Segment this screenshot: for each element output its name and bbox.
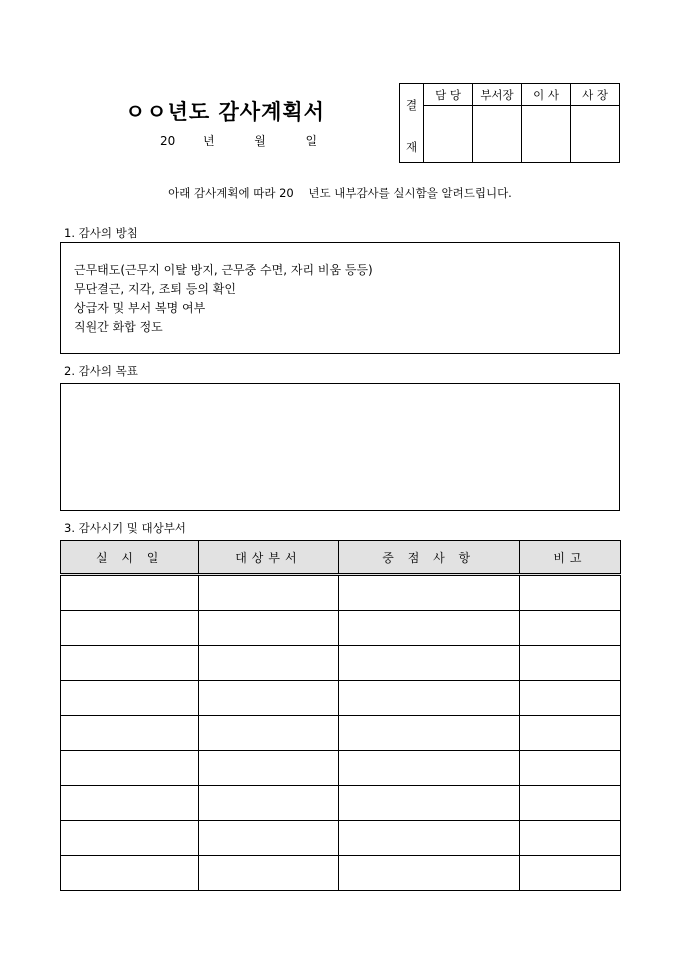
table-row	[61, 646, 621, 681]
table-cell[interactable]	[338, 786, 519, 821]
audit-schedule-table	[60, 540, 621, 891]
table-cell[interactable]	[199, 821, 338, 856]
table-cell[interactable]	[338, 821, 519, 856]
table-cell[interactable]	[199, 681, 338, 716]
column-header-date: 실 시 일	[61, 541, 199, 575]
approval-header-president: 사 장	[571, 84, 620, 106]
table-row	[61, 786, 621, 821]
approval-sign-dept-head[interactable]	[473, 106, 522, 163]
table-cell[interactable]	[61, 856, 199, 891]
approval-header-staff: 담 당	[424, 84, 473, 106]
table-cell[interactable]	[61, 681, 199, 716]
date-year-label: 년	[202, 134, 215, 148]
approval-header-director: 이 사	[522, 84, 571, 106]
section1-line: 근무태도(근무지 이탈 방지, 근무중 수면, 자리 비움 등등)	[74, 263, 373, 277]
table-cell[interactable]	[519, 786, 620, 821]
table-row	[61, 751, 621, 786]
approval-sign-staff[interactable]	[424, 106, 473, 163]
table-cell[interactable]	[61, 751, 199, 786]
table-row	[61, 575, 621, 611]
table-cell[interactable]	[199, 646, 338, 681]
section2-box[interactable]	[60, 383, 620, 511]
section1-heading: 1. 감사의 방침	[64, 226, 138, 240]
approval-side-label-bottom: 재	[405, 140, 418, 154]
approval-side-label-top: 결	[405, 98, 418, 112]
date-month-label: 월	[254, 134, 266, 148]
approval-table	[399, 83, 620, 163]
table-cell[interactable]	[61, 821, 199, 856]
table-cell[interactable]	[199, 611, 338, 646]
section3-heading: 3. 감사시기 및 대상부서	[64, 521, 186, 535]
column-header-focus: 중 점 사 항	[338, 541, 519, 575]
table-cell[interactable]	[61, 575, 199, 611]
table-row	[61, 611, 621, 646]
table-cell[interactable]	[199, 856, 338, 891]
table-cell[interactable]	[519, 751, 620, 786]
column-header-department: 대상부서	[199, 541, 338, 575]
column-header-note: 비고	[519, 541, 620, 575]
table-cell[interactable]	[338, 751, 519, 786]
table-cell[interactable]	[61, 646, 199, 681]
table-cell[interactable]	[519, 611, 620, 646]
approval-header-dept-head: 부서장	[473, 84, 522, 106]
table-cell[interactable]	[519, 646, 620, 681]
table-cell[interactable]	[519, 575, 620, 611]
table-row	[61, 681, 621, 716]
table-cell[interactable]	[519, 716, 620, 751]
table-cell[interactable]	[61, 716, 199, 751]
approval-sign-president[interactable]	[571, 106, 620, 163]
section1-line: 상급자 및 부서 복명 여부	[74, 301, 206, 315]
table-cell[interactable]	[519, 821, 620, 856]
table-row	[61, 856, 621, 891]
table-cell[interactable]	[519, 856, 620, 891]
document-date	[160, 132, 317, 149]
section1-line: 무단결근, 지각, 조퇴 등의 확인	[74, 282, 236, 296]
table-cell[interactable]	[199, 575, 338, 611]
table-cell[interactable]	[61, 786, 199, 821]
table-cell[interactable]	[61, 611, 199, 646]
document-title: ㅇㅇ년도 감사계획서	[125, 99, 325, 124]
table-cell[interactable]	[338, 856, 519, 891]
date-day-label: 일	[305, 134, 318, 148]
table-cell[interactable]	[338, 646, 519, 681]
intro-text: 아래 감사계획에 따라 20 년도 내부감사를 실시함을 알려드립니다.	[168, 186, 512, 200]
section1-line: 직원간 화합 정도	[74, 320, 163, 334]
table-cell[interactable]	[519, 681, 620, 716]
date-year-prefix: 20	[160, 134, 176, 148]
table-row	[61, 716, 621, 751]
approval-sign-director[interactable]	[522, 106, 571, 163]
section1-box	[60, 242, 620, 354]
table-row	[61, 821, 621, 856]
table-cell[interactable]	[199, 751, 338, 786]
table-cell[interactable]	[338, 611, 519, 646]
section2-heading: 2. 감사의 목표	[64, 364, 138, 378]
table-cell[interactable]	[338, 716, 519, 751]
table-cell[interactable]	[199, 716, 338, 751]
table-cell[interactable]	[338, 575, 519, 611]
table-cell[interactable]	[338, 681, 519, 716]
table-cell[interactable]	[199, 786, 338, 821]
